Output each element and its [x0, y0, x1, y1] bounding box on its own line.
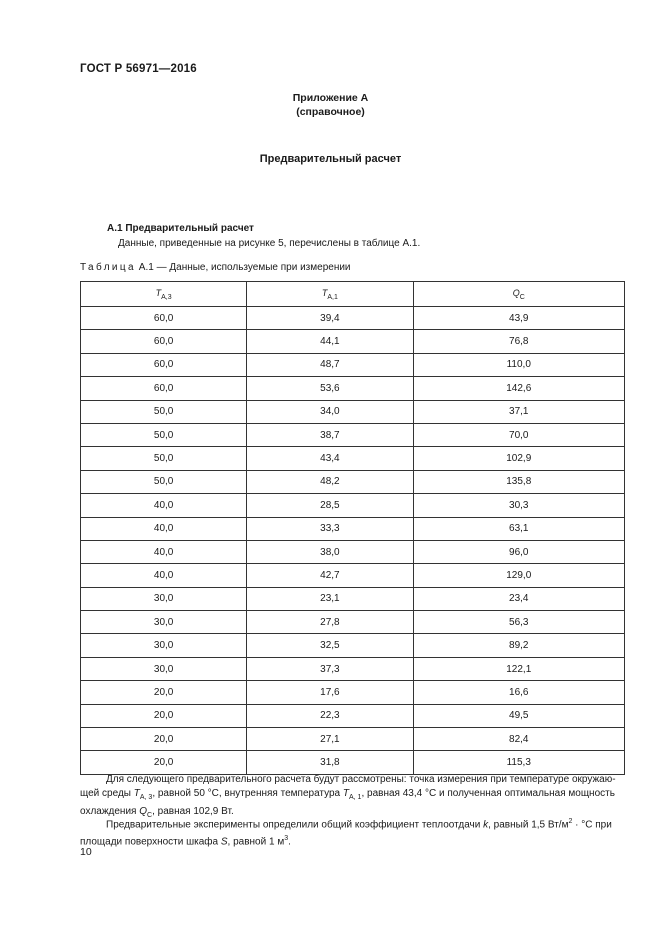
table-cell: 23,4	[413, 587, 624, 610]
table-cell: 20,0	[81, 704, 247, 727]
table-row	[81, 657, 625, 680]
table-row	[81, 704, 625, 727]
table-cell: 110,0	[413, 353, 624, 376]
table-cell: 27,1	[247, 728, 413, 751]
table-cell: 96,0	[413, 540, 624, 563]
header-ta3: $T_{A,3}$	[81, 282, 247, 307]
table-cell: 31,8	[247, 751, 413, 774]
table-cell: 89,2	[413, 634, 624, 657]
table-cell: 40,0	[81, 564, 247, 587]
table-cell: 142,6	[413, 377, 624, 400]
page-number: 10	[80, 846, 92, 858]
table-cell: 43,4	[247, 447, 413, 470]
table-cell: 129,0	[413, 564, 624, 587]
table-cell: 50,0	[81, 447, 247, 470]
table-row	[81, 587, 625, 610]
table-cell: 43,9	[413, 307, 624, 330]
subsection-intro: Данные, приведенные на рисунке 5, перечислены в таблице А.1.	[118, 238, 421, 249]
table-cell: 44,1	[247, 330, 413, 353]
table-row	[81, 564, 625, 587]
paragraph-heat-transfer: Предварительные эксперименты определили общий коэффициент теплоотдачи k, равный 1,5 $Вт/м^2 \cdot ^\circ C$ при площади поверхности шкафа S, равной 1 $м^3$.	[80, 818, 612, 848]
table-cell: 30,0	[81, 611, 247, 634]
document-id: ГОСТ Р 56971—2016	[80, 63, 197, 75]
table-row	[81, 611, 625, 634]
table-cell: 76,8	[413, 330, 624, 353]
table-cell: 37,1	[413, 400, 624, 423]
table-cell: 30,0	[81, 657, 247, 680]
table-cell: 38,7	[247, 423, 413, 446]
table-cell: 56,3	[413, 611, 624, 634]
table-cell: 102,9	[413, 447, 624, 470]
table-cell: 34,0	[247, 400, 413, 423]
table-cell: 30,3	[413, 494, 624, 517]
table-row	[81, 353, 625, 376]
table-cell: 20,0	[81, 728, 247, 751]
table-row	[81, 470, 625, 493]
table-row	[81, 330, 625, 353]
table-cell: 122,1	[413, 657, 624, 680]
table-cell: 30,0	[81, 634, 247, 657]
table-row	[81, 540, 625, 563]
table-cell: 30,0	[81, 587, 247, 610]
table-cell: 70,0	[413, 423, 624, 446]
table-cell: 23,1	[247, 587, 413, 610]
table-cell: 22,3	[247, 704, 413, 727]
table-caption-label: Таблица	[80, 262, 137, 273]
table-cell: 16,6	[413, 681, 624, 704]
table-cell: 50,0	[81, 400, 247, 423]
table-cell: 60,0	[81, 307, 247, 330]
table-row	[81, 307, 625, 330]
table-cell: 135,8	[413, 470, 624, 493]
table-cell: 27,8	[247, 611, 413, 634]
table-header-row	[81, 282, 625, 307]
table-row	[81, 494, 625, 517]
section-title: Предварительный расчет	[259, 153, 402, 165]
table-cell: 63,1	[413, 517, 624, 540]
table-cell: 50,0	[81, 470, 247, 493]
table-cell: 49,5	[413, 704, 624, 727]
table-caption-text: А.1 — Данные, используемые при измерении	[136, 262, 351, 273]
table-cell: 20,0	[81, 681, 247, 704]
table-cell: 50,0	[81, 423, 247, 446]
table-row	[81, 634, 625, 657]
table-cell: 28,5	[247, 494, 413, 517]
table-cell: 38,0	[247, 540, 413, 563]
table-row	[81, 447, 625, 470]
header-qc: $Q_C$	[413, 282, 624, 307]
table-cell: 42,7	[247, 564, 413, 587]
table-row	[81, 400, 625, 423]
table-cell: 48,2	[247, 470, 413, 493]
table-cell: 37,3	[247, 657, 413, 680]
table-caption	[80, 262, 351, 273]
table-cell: 48,7	[247, 353, 413, 376]
table-row	[81, 377, 625, 400]
table-row	[81, 751, 625, 774]
table-cell: 60,0	[81, 330, 247, 353]
table-cell: 40,0	[81, 540, 247, 563]
table-row	[81, 681, 625, 704]
appendix-title: Приложение А	[292, 92, 369, 104]
header-ta1: $T_{A,1}$	[247, 282, 413, 307]
appendix-subtitle: (справочное)	[296, 106, 365, 118]
table-cell: 53,6	[247, 377, 413, 400]
table-cell: 32,5	[247, 634, 413, 657]
table-cell: 60,0	[81, 377, 247, 400]
table-cell: 33,3	[247, 517, 413, 540]
paragraph-measurement-point: Для следующего предварительного расчета будут рассмотрены: точка измерения при температуре окружаю- щей среды $T_{A, 3}$, равной 50 °C, внутренняя температура $T_{A, 1}$, равная 43,4 °C и полученная оптимальная мощность охлаждения $Q_C$, равная 102,9 Вт.	[80, 774, 616, 819]
table-cell: 39,4	[247, 307, 413, 330]
table-row	[81, 423, 625, 446]
table-cell: 40,0	[81, 494, 247, 517]
table-cell: 115,3	[413, 751, 624, 774]
data-table	[80, 281, 625, 775]
subsection-title: А.1 Предварительный расчет	[107, 223, 254, 234]
table-row	[81, 728, 625, 751]
table-cell: 20,0	[81, 751, 247, 774]
table-cell: 60,0	[81, 353, 247, 376]
table-row	[81, 517, 625, 540]
table-body	[81, 307, 625, 775]
table-cell: 82,4	[413, 728, 624, 751]
table-cell: 17,6	[247, 681, 413, 704]
table-cell: 40,0	[81, 517, 247, 540]
